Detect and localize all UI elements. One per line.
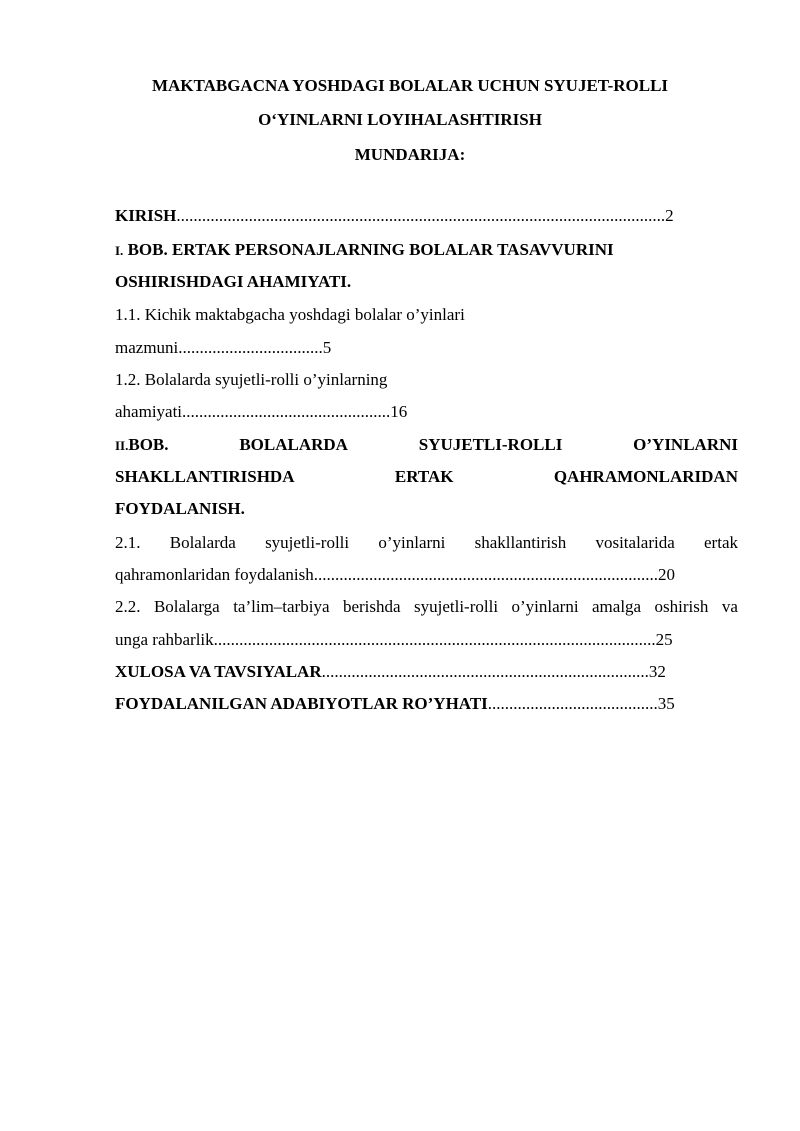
toc-section-2-1-cont <box>115 565 738 585</box>
toc-section-2-1[interactable] <box>115 533 738 553</box>
toc-heading: MUNDARIJA: <box>354 145 466 164</box>
section-word: Bolalarda <box>169 533 236 552</box>
toc-dots: ........................................ <box>487 694 658 713</box>
toc-page-number: 5 <box>322 338 332 357</box>
toc-page-number: 25 <box>655 630 673 649</box>
toc-page-number: 16 <box>390 402 408 421</box>
toc-label: FOYDALANILGAN ADABIYOTLAR RO’YHATI <box>115 694 488 713</box>
toc-dots: ................................................................................................................... <box>176 206 666 225</box>
section-word: syujetli-rolli <box>414 597 499 616</box>
section-title-cont: qahramonlaridan foydalanish................................................................................. <box>115 565 658 584</box>
chapter-title-line1: BOB. ERTAK PERSONAJLARNING BOLALAR TASAVVURINI <box>123 240 614 259</box>
toc-entry-xulosa[interactable] <box>115 662 738 682</box>
section-word: oshirish <box>654 597 709 616</box>
section-word: ta’lim–tarbiya <box>233 597 330 616</box>
toc-chapter-1[interactable] <box>115 240 738 260</box>
toc-entry-kirish[interactable] <box>115 206 738 226</box>
chapter-word: II.BOB. <box>115 435 169 454</box>
section-word: o’yinlarni <box>511 597 579 616</box>
chapter-word: BOLALARDA <box>239 435 348 454</box>
toc-chapter-2-cont2 <box>115 499 738 519</box>
section-title: 1.1. Kichik maktabgacha yoshdagi bolalar o’yinlari <box>115 305 465 324</box>
doc-title-line1: MAKTABGACNA YOSHDAGI BOLALAR UCHUN SYUJET-ROLLI <box>151 76 669 95</box>
section-word: ertak <box>704 533 738 552</box>
section-word: Bolalarga <box>153 597 220 616</box>
doc-title-line2: O‘YINLARNI LOYIHALASHTIRISH <box>258 110 542 129</box>
toc-section-1-1-cont <box>115 338 738 358</box>
chapter-word: QAHRAMONLARIDAN <box>553 467 738 486</box>
toc-page-number: 35 <box>657 694 675 713</box>
section-word: berishda <box>342 597 401 616</box>
toc-page-number: 32 <box>648 662 666 681</box>
section-title-cont: ahamiyati................................................. <box>115 402 391 421</box>
toc-section-1-2-cont <box>115 402 738 422</box>
toc-label: KIRISH <box>115 206 177 225</box>
chapter-title-line3: FOYDALANISH. <box>115 499 245 518</box>
toc-page-number: 20 <box>658 565 675 584</box>
section-word: syujetli-rolli <box>265 533 350 552</box>
chapter-word: SHAKLLANTIRISHDA <box>115 467 295 486</box>
section-word: va <box>721 597 738 616</box>
section-title-cont: mazmuni.................................. <box>115 338 323 357</box>
toc-section-2-2[interactable] <box>115 597 738 617</box>
chapter-number: II. <box>115 438 129 453</box>
toc-page-number: 2 <box>665 206 674 225</box>
section-word: o’yinlarni <box>378 533 446 552</box>
chapter-number: I. <box>115 243 124 258</box>
toc-section-1-2[interactable] <box>115 370 738 390</box>
toc-chapter-2-cont <box>115 467 738 487</box>
toc-chapter-2[interactable] <box>115 435 738 455</box>
toc-label: XULOSA VA TAVSIYALAR <box>115 662 322 681</box>
section-word: 2.1. <box>115 533 141 552</box>
toc-section-2-2-cont <box>115 630 738 650</box>
section-title: 1.2. Bolalarda syujetli-rolli o’yinlarning <box>115 370 388 389</box>
toc-entry-adabiyotlar[interactable] <box>115 694 738 714</box>
chapter-word: SYUJETLI-ROLLI <box>418 435 563 454</box>
chapter-title-line2: OSHIRISHDAGI AHAMIYATI. <box>115 272 352 291</box>
section-word: 2.2. <box>115 597 141 616</box>
toc-dots: ............................................................................. <box>321 662 649 681</box>
toc-chapter-1-cont <box>115 272 738 292</box>
section-word: vositalarida <box>595 533 675 552</box>
toc-section-1-1[interactable] <box>115 305 738 325</box>
section-word: amalga <box>592 597 642 616</box>
section-word: shakllantirish <box>474 533 567 552</box>
chapter-word: ERTAK <box>394 467 454 486</box>
section-title-cont: unga rahbarlik........................................................................................................ <box>115 630 656 649</box>
chapter-word: O’YINLARNI <box>633 435 738 454</box>
